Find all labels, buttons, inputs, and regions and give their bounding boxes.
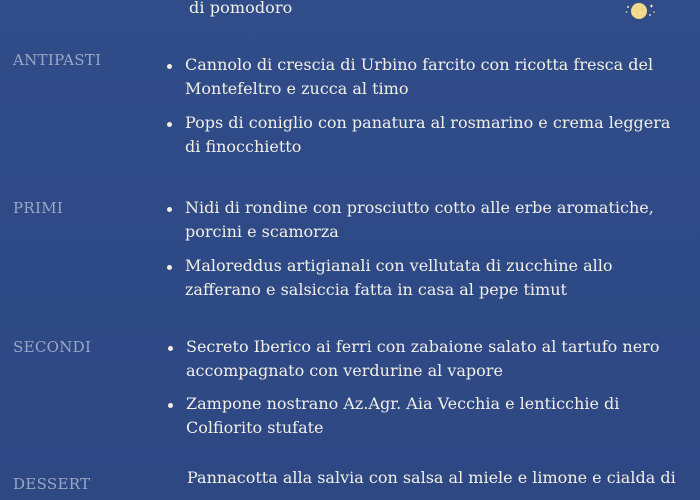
bullet-icon	[168, 346, 173, 351]
list-item	[186, 392, 676, 440]
section-label-primi: PRIMI	[13, 199, 64, 217]
section-label-secondi: SECONDI	[13, 338, 92, 356]
menu-item-text: Nidi di rondine con prosciutto cotto alle erbe aromatiche, porcini e scamorza	[185, 198, 654, 241]
bullet-icon	[167, 122, 172, 127]
menu-item-text: Cannolo di crescia di Urbino farcito con ricotta fresca del Montefeltro e zucca al timo	[185, 55, 654, 98]
menu-item-text: Secreto Iberico ai ferri con zabaione salato al tartufo nero accompagnato con verdurine al vapore	[186, 337, 660, 380]
bullet-icon	[168, 403, 173, 408]
dessert-text: Pannacotta alla salvia con salsa al miele e limone e cialda di	[187, 468, 676, 487]
moon-icon	[625, 0, 655, 24]
list-item	[185, 196, 685, 244]
list-item	[185, 111, 685, 159]
primi-list	[185, 196, 685, 302]
bullet-icon	[167, 207, 172, 212]
section-label-antipasti: ANTIPASTI	[13, 51, 102, 69]
section-label-dessert: DESSERT	[13, 475, 91, 493]
secondi-list	[186, 335, 676, 440]
list-item	[185, 254, 685, 302]
antipasti-list	[185, 53, 685, 159]
list-item	[186, 335, 676, 383]
list-item	[185, 53, 685, 101]
menu-item-text: Pops di coniglio con panatura al rosmarino e crema leggera di finocchietto	[185, 113, 671, 156]
bullet-icon	[167, 265, 172, 270]
menu-item-text: Zampone nostrano Az.Agr. Aia Vecchia e lenticchie di Colfiorito stufate	[186, 394, 620, 437]
menu-item-text: Maloreddus artigianali con vellutata di zucchine allo zafferano e salsiccia fatta in casa al pepe timut	[185, 256, 613, 299]
top-fragment-text: di pomodoro	[189, 0, 293, 17]
bullet-icon	[167, 64, 172, 69]
